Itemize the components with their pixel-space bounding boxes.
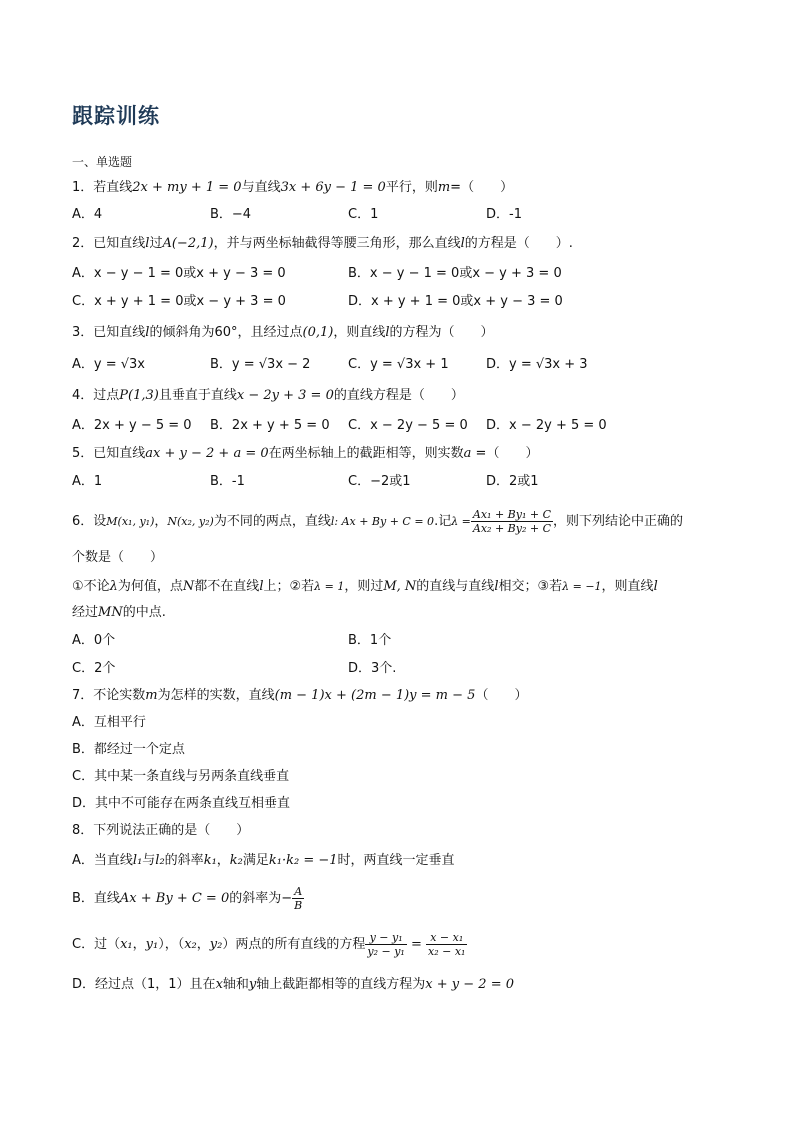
question-6-stem: 6．设M(x₁, y₁)，N(x₂, y₂)为不同的两点，直线l: Ax + By + C = 0.记λ = $\frac{\text{Ax₁ + By₁ + C}}{\text{Ax₂ + By₂ + C}}$ ，则下列结论中正确的: [72, 508, 684, 535]
q5-option-c: C．−2或1: [348, 474, 411, 489]
q4-option-c: C．x − 2y − 5 = 0: [348, 418, 468, 433]
q2-option-a: A．x − y − 1 = 0或x + y − 3 = 0: [72, 266, 286, 281]
q6-option-b: B．1个: [348, 633, 392, 648]
q3-option-b: B．y = √3x − 2: [210, 357, 311, 372]
q3-option-d: D．y = √3x + 3: [486, 357, 588, 372]
section-heading: 一、单选题: [72, 155, 133, 169]
q6-option-d: D．3个.: [348, 661, 397, 676]
slope-fraction: $\frac{A}{B}$: [294, 885, 303, 912]
q7-option-c: C．其中某一条直线与另两条直线垂直: [72, 769, 290, 784]
question-4-stem: 4．过点P(1,3)且垂直于直线x − 2y + 3 = 0的直线方程是（ ）: [72, 388, 464, 403]
question-3-stem: 3．已知直线l的倾斜角为60°，且经过点(0,1)，则直线l的方程为（ ）: [72, 325, 494, 340]
q4-option-a: A．2x + y − 5 = 0: [72, 418, 192, 433]
q2-option-d: D．x + y + 1 = 0或x + y − 3 = 0: [348, 294, 563, 309]
q8-option-a: A．当直线l₁与l₂的斜率k₁，k₂满足k₁·k₂ = −1时，两直线一定垂直: [72, 853, 455, 868]
two-point-fraction-y: $\frac{\text{y − y₁}}{\text{y₂ − y₁}}$: [367, 931, 405, 958]
q1-option-a: A．4: [72, 207, 103, 222]
q8-option-c: C．过（x₁，y₁），（x₂，y₂）两点的所有直线的方程 $\frac{\text{y − y₁}}{\text{y₂ − y₁}}$ = $\frac{\text{x − x₁}}{\text{x₂ − x₁}}$: [72, 931, 466, 958]
q3-option-a: A．y = √3x: [72, 357, 145, 372]
lambda-fraction: $\frac{\text{Ax₁ + By₁ + C}}{\text{Ax₂ + By₂ + C}}$: [472, 508, 551, 535]
q4-option-d: D．x − 2y + 5 = 0: [486, 418, 607, 433]
q7-option-d: D．其中不可能存在两条直线互相垂直: [72, 796, 291, 811]
page-title: 跟踪训练: [72, 104, 160, 128]
q6-option-a: A．0个: [72, 633, 116, 648]
q1-option-c: C．1: [348, 207, 379, 222]
q8-option-b: B．直线Ax + By + C = 0的斜率为− $\frac{A}{B}$: [72, 885, 303, 912]
q5-option-d: D．2或1: [486, 474, 539, 489]
question-6-statements-cont: 经过MN的中点.: [72, 605, 166, 620]
question-2-stem: 2．已知直线l过A(−2,1)，并与两坐标轴截得等腰三角形，那么直线l的方程是（ ）.: [72, 236, 573, 251]
q5-option-a: A．1: [72, 474, 103, 489]
question-1-stem: 1．若直线2x + my + 1 = 0与直线3x + 6y − 1 = 0平行，则m=（ ）: [72, 180, 514, 195]
question-7-stem: 7．不论实数m为怎样的实数，直线(m − 1)x + (2m − 1)y = m − 5（ ）: [72, 688, 528, 703]
q2-option-b: B．x − y − 1 = 0或x − y + 3 = 0: [348, 266, 562, 281]
question-6-line2: 个数是（ ）: [72, 550, 164, 565]
q8-option-d: D．经过点（1，1）且在x轴和y轴上截距都相等的直线方程为x + y − 2 = 0: [72, 977, 514, 992]
q6-option-c: C．2个: [72, 661, 116, 676]
q7-option-b: B．都经过一个定点: [72, 742, 185, 757]
q2-option-c: C．x + y + 1 = 0或x − y + 3 = 0: [72, 294, 286, 309]
two-point-fraction-x: $\frac{\text{x − x₁}}{\text{x₂ − x₁}}$: [428, 931, 466, 958]
q1-option-b: B．−4: [210, 207, 252, 222]
q3-option-c: C．y = √3x + 1: [348, 357, 449, 372]
q1-option-d: D．-1: [486, 207, 522, 222]
q4-option-b: B．2x + y + 5 = 0: [210, 418, 330, 433]
q7-option-a: A．互相平行: [72, 715, 146, 730]
q5-option-b: B．-1: [210, 474, 245, 489]
question-8-stem: 8．下列说法正确的是（ ）: [72, 823, 250, 838]
question-6-statements: ①不论λ为何值，点N都不在直线l上；②若λ = 1，则过M, N的直线与直线l相交；③若λ = −1，则直线l: [72, 579, 658, 594]
question-5-stem: 5．已知直线ax + y − 2 + a = 0在两坐标轴上的截距相等，则实数a =（ ）: [72, 446, 539, 461]
